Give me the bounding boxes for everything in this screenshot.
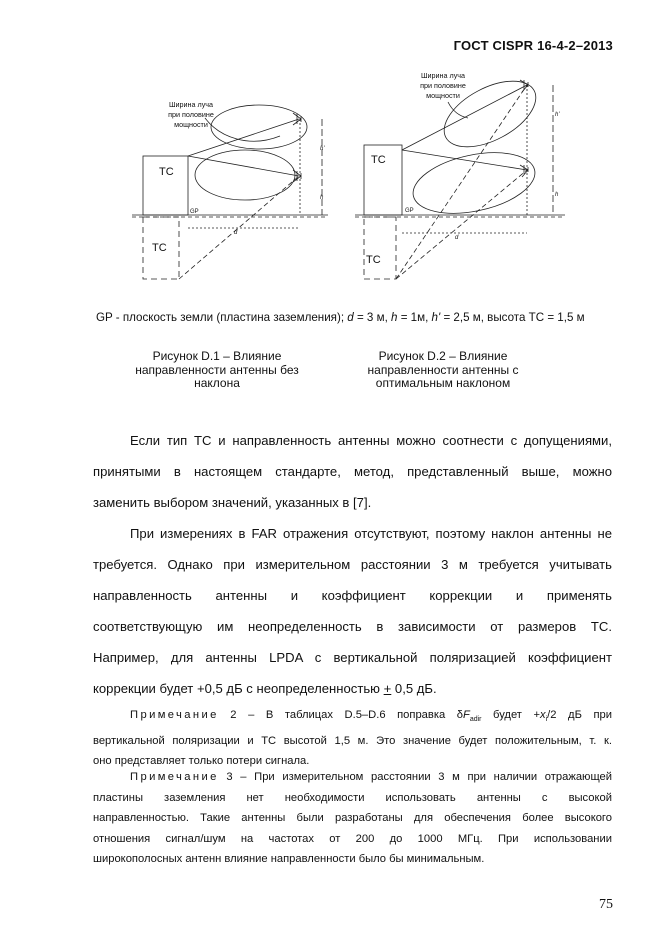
h-label-right: h <box>555 192 559 198</box>
p2-line3: направленность антенны и коэффициент коррекции и применять <box>93 588 612 603</box>
d-label-left: d <box>234 230 238 236</box>
hprime-label-right: h' <box>555 112 560 118</box>
tc-label-right-bottom: ТС <box>366 254 381 266</box>
legend-d-symbol: d <box>347 311 354 324</box>
gp-label-right: GP <box>405 208 414 214</box>
legend-h-symbol: h <box>391 311 398 324</box>
note2-text-c: /2 дБ при <box>547 709 612 721</box>
legend-hprime-symbol: h' <box>431 311 441 324</box>
page-number: 75 <box>599 897 613 912</box>
paragraph-1 <box>93 425 612 518</box>
figure-caption-d1 <box>113 350 321 391</box>
note3-label: Примечание <box>130 771 219 783</box>
note3-line1 <box>93 767 612 788</box>
document-header: ГОСТ CISPR 16-4-2–2013 <box>453 38 613 53</box>
beam-label-left-2: при половине <box>168 110 214 119</box>
caption-d2-line2: направленности антенны с <box>367 362 519 377</box>
legend-hprime-value: = 2,5 м, высота ТС = 1,5 м <box>440 311 585 324</box>
plus-minus-sign: + <box>383 681 392 696</box>
p2-line6-end: 0,5 дБ. <box>391 681 437 696</box>
p1-line1: Если тип ТС и направленность антенны можно соотнести с допущениями, <box>130 433 612 448</box>
p1-line3: заменить выбором значений, указанных в [7]. <box>93 495 372 510</box>
note3-line5: широкополосных антенн влияние направленности было бы минимальным. <box>93 853 485 865</box>
note3-text-a: 3 – При измерительном расстоянии 3 м при наличии отражающей <box>218 771 612 783</box>
legend-h-value: = 1м, <box>397 311 432 324</box>
figure-caption-d2 <box>340 350 546 391</box>
caption-d1-line3: наклона <box>194 376 240 390</box>
p2-line5: Например, для антенны LPDA с вертикальной поляризацией коэффициент <box>93 650 612 665</box>
tc-label-left-bottom: ТС <box>152 242 167 254</box>
hprime-label-left: h' <box>320 146 325 152</box>
d-label-right: d <box>455 235 459 241</box>
note-2 <box>93 705 612 772</box>
beam-label-right-3: мощности <box>426 91 460 100</box>
legend-d-value: = 3 м, <box>353 311 392 324</box>
paragraph-2 <box>93 518 612 704</box>
caption-d2-line3: оптимальным наклоном <box>375 376 511 390</box>
p2-line6-text: коррекции будет +0,5 дБ с неопределенностью <box>93 681 384 696</box>
tc-image-right <box>364 217 396 279</box>
beam-label-right-2: при половине <box>420 81 466 90</box>
note3-line4: отношения сигнал/шум на частотах от 200 до 1000 МГц. При использовании <box>93 832 612 845</box>
note2-label: Примечание <box>130 709 219 721</box>
note2-line1 <box>93 705 612 731</box>
p2-line4: соответствующую им неопределенность в зависимости от размеров ТС. <box>93 619 612 634</box>
note2-x-symbol: x <box>540 709 546 721</box>
note2-line2: вертикальной поляризации и ТС высотой 1,5 м. Это значение будет положительным, т. к. <box>93 734 612 747</box>
p1-line2: принятыми в настоящем стандарте, метод, представленный выше, можно <box>93 464 612 479</box>
tc-box-left <box>143 156 188 215</box>
caption-d2-line1: Рисунок D.2 – Влияние <box>378 349 508 363</box>
beam-label-left-3: мощности <box>174 120 208 129</box>
beam-lobe-left-top <box>211 105 307 149</box>
note2-F-symbol: F <box>462 709 470 721</box>
tc-label-left-top: ТС <box>159 166 174 178</box>
h-label-left: h <box>320 195 324 201</box>
beam-label-right-1: Ширина луча <box>420 71 466 80</box>
caption-d1-line2: направленности антенны без <box>135 362 299 377</box>
note2-text-b: будет + <box>481 709 541 721</box>
p2-line1: При измерениях в FAR отражения отсутствуют, поэтому наклон антенны не <box>130 526 612 541</box>
p2-line2: требуется. Однако при измерительном расстоянии 3 м требуется учитывать <box>93 557 612 572</box>
note3-line2: пластины заземления нет необходимости использовать антенны с высокой <box>93 791 612 804</box>
beam-label-left-1: Ширина луча <box>168 100 214 109</box>
legend-prefix: GP - плоскость земли (пластина заземления); <box>96 311 348 324</box>
antenna-figures <box>0 0 661 300</box>
note2-adir-subscript: adir <box>469 716 482 724</box>
note-3 <box>93 767 612 870</box>
note2-line3: оно представляет только потери сигнала. <box>93 755 310 768</box>
beam-lobe-right-bottom <box>408 143 541 224</box>
figure-legend <box>96 311 585 324</box>
gp-label-left: GP <box>190 209 199 215</box>
note2-i-subscript: i <box>545 716 548 724</box>
p2-line6 <box>93 673 612 704</box>
note3-line3: направленностью. Такие антенны были разработаны для обеспечения более высокого <box>93 812 612 824</box>
note2-text-a: 2 – В таблицах D.5–D.6 поправка δ <box>218 709 463 721</box>
caption-d1-line1: Рисунок D.1 – Влияние <box>152 349 282 363</box>
tc-label-right-top: ТС <box>371 154 386 166</box>
